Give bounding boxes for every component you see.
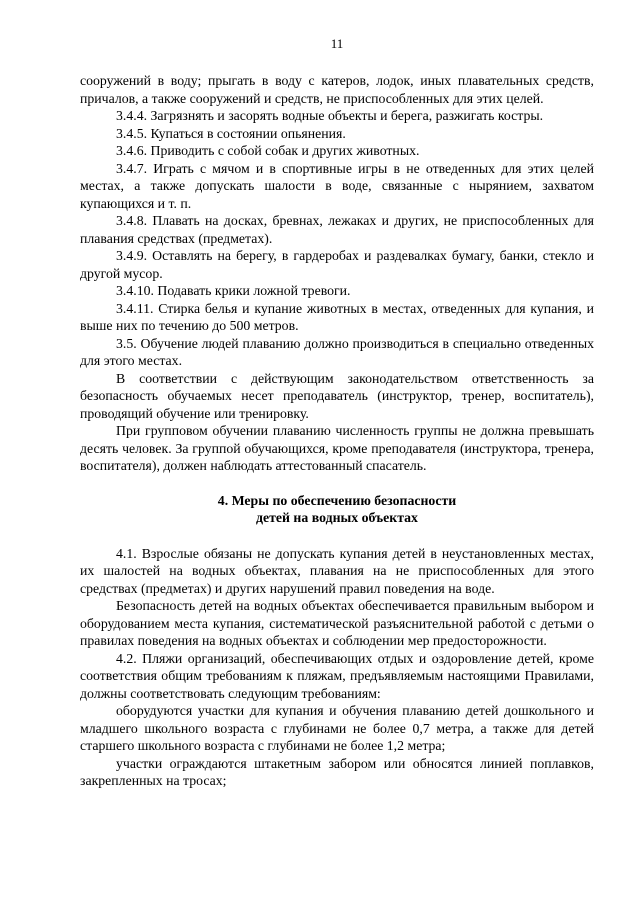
section-heading-line1: 4. Меры по обеспечению безопасности [217, 492, 457, 508]
paragraph: 3.4.4. Загрязнять и засорять водные объекты и берега, разжигать костры. [116, 108, 544, 123]
paragraph: 3.4.7. Играть с мячом и в спортивные игры в не отведенных для этих целей местах, а также допускать шалости в воде, связанные с нырянием, захватом купающихся и т. п. [80, 160, 594, 211]
paragraph: 4.2. Пляжи организаций, обеспечивающих отдых и оздоровление детей, кроме соответствия общим требованиям к пляжам, предъявляемым настоящими Правилами, должны соответствовать следующим требованиям: [80, 650, 594, 701]
paragraph: 3.4.5. Купаться в состоянии опьянения. [116, 125, 346, 141]
paragraph: сооружений в воду; прыгать в воду с катеров, лодок, иных плавательных средств, причалов, а также сооружений и средств, не приспособленных для этих целей. [80, 73, 594, 106]
paragraph: 3.4.9. Оставлять на берегу, в гардеробах и раздевалках бумагу, банки, стекло и другой мусор. [80, 248, 594, 281]
paragraph: 3.4.8. Плавать на досках, бревнах, лежаках и других, не приспособленных для плавания средствах (предметах). [80, 213, 594, 246]
paragraph: участки ограждаются штакетным забором или обносятся линией поплавков, закрепленных на тросах; [80, 755, 594, 788]
paragraph: 3.4.11. Стирка белья и купание животных в местах, отведенных для купания, и выше них по течению до 500 метров. [80, 300, 594, 333]
paragraph: 3.5. Обучение людей плаванию должно производиться в специально отведенных для этого местах. [80, 335, 594, 368]
paragraph: Безопасность детей на водных объектах обеспечивается правильным выбором и оборудованием места купания, систематической разъяснительной работой с детьми о правилах поведения на водных объектах и соблюдении мер предосторожности. [80, 598, 594, 648]
paragraph: В соответствии с действующим законодательством ответственность за безопасность обучаемых несет преподаватель (инструктор, тренер, воспитатель), проводящий обучение или тренировку. [80, 370, 594, 421]
section-heading [80, 492, 594, 527]
section-heading-line2: детей на водных объектах [256, 510, 418, 525]
paragraph: оборудуются участки для купания и обучения плаванию детей дошкольного и младшего школьного возраста с глубинами не более 0,7 метра, а также для детей старшего школьного возраста с глубинами не более 1,2 метра; [80, 703, 594, 753]
paragraph: 3.4.10. Подавать крики ложной тревоги. [116, 283, 351, 298]
page-number: 11 [330, 36, 344, 51]
document-page [80, 36, 594, 790]
paragraph: 3.4.6. Приводить с собой собак и других животных. [116, 143, 420, 158]
paragraph: При групповом обучении плаванию численность группы не должна превышать десять человек. За группой обучающихся, кроме преподавателя (инструктора, тренера, воспитателя), должен наблюдать аттестованный спасатель. [80, 423, 594, 473]
paragraph: 4.1. Взрослые обязаны не допускать купания детей в неустановленных местах, их шалостей на водных объектах, плавания на не приспособленных для этого средствах (предметах) и других нарушений правил поведения на воде. [80, 545, 594, 596]
